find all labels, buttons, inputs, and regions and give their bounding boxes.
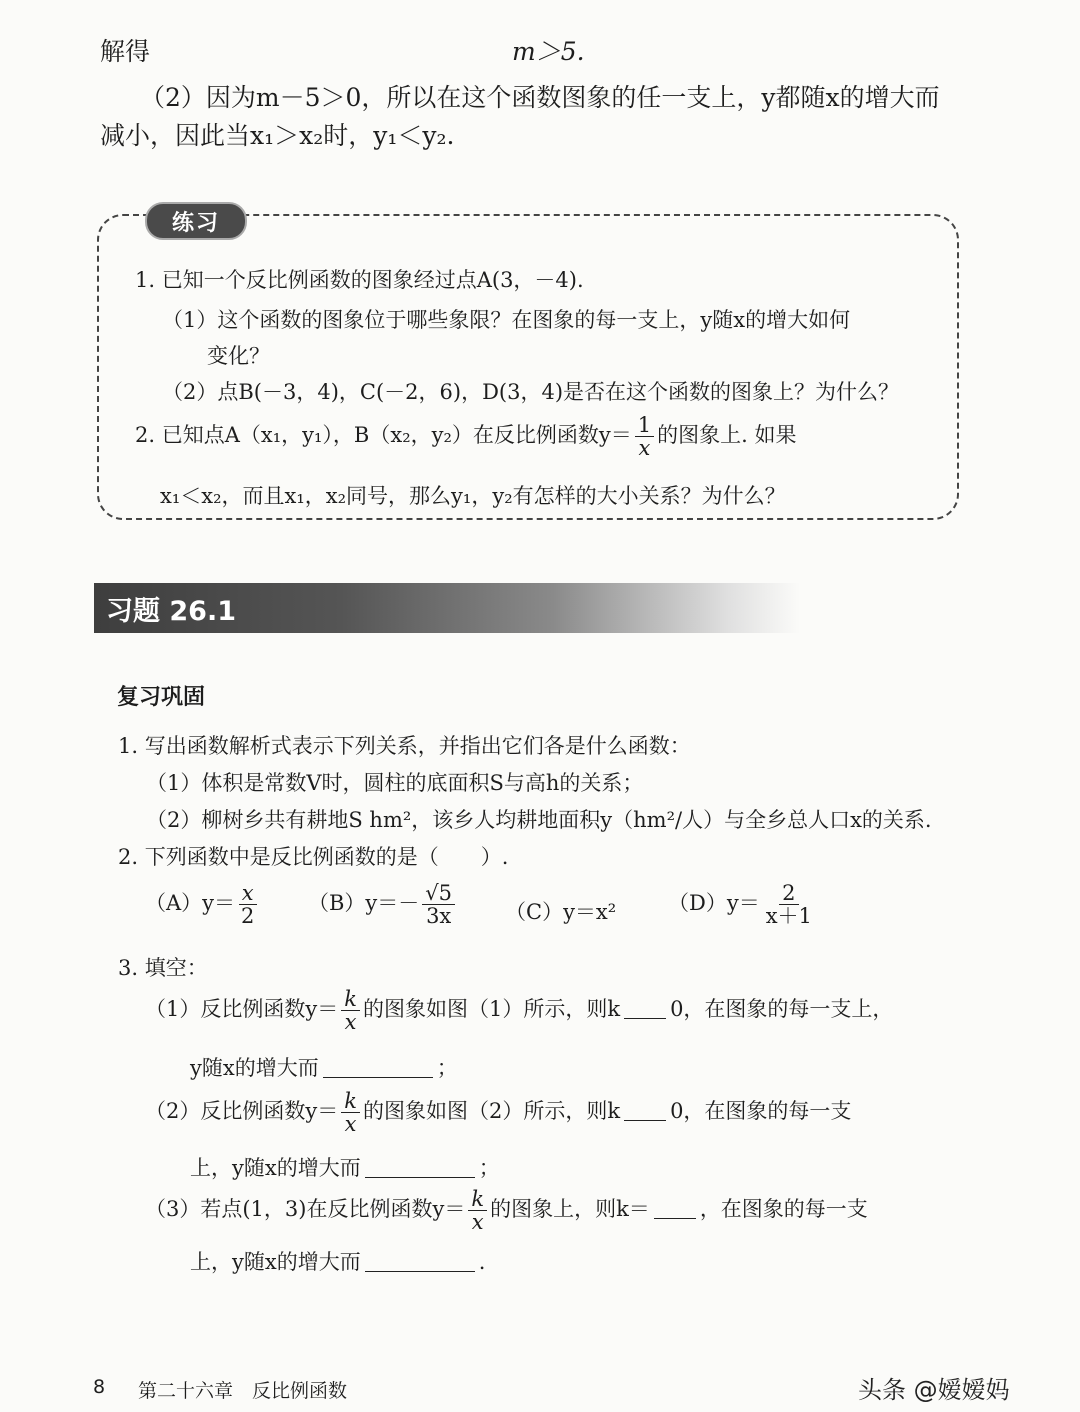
practice-q2-fraction: $\frac{1}{x}$ [635, 414, 654, 459]
exercise-banner [94, 583, 800, 633]
option-b-fraction: $\frac{√5}{3x}$ [422, 882, 455, 927]
exercise-q3: 3. 填空： [118, 956, 208, 980]
option-a-fraction: $\frac{x}{2}$ [238, 882, 257, 927]
answer-blank[interactable] [365, 1156, 475, 1178]
practice-tag: 练习 [145, 202, 247, 240]
exercise-q3-part2-line1: （2）反比例函数y＝ $\frac{k}{x}$ 的图象如图（2）所示，则k 0，在图象的每一支 [145, 1089, 852, 1137]
chapter-title: 第二十六章 反比例函数 [138, 1380, 348, 1402]
exercise-banner-title: 习题 26.1 [106, 596, 237, 627]
practice-q1-part1-line2: 变化？ [207, 344, 270, 368]
exercise-q3-part2-line2: 上，y随x的增大而 ； [190, 1156, 500, 1180]
exercise-q1: 1. 写出函数解析式表示下列关系，并指出它们各是什么函数： [118, 734, 691, 758]
option-d-fraction: $\frac{2}{x+1}$ [765, 881, 812, 929]
practice-q2-prefix: 2. 已知点A（x₁，y₁），B（x₂，y₂）在反比例函数y＝ [135, 423, 632, 448]
solution-part2-line2: 减小，因此当x₁＞x₂时，y₁＜y₂. [100, 121, 455, 150]
solution-part2-line1: （2）因为m－5＞0，所以在这个函数图象的任一支上，y都随x的增大而 [140, 83, 940, 112]
exercise-q3-part3-line1: （3）若点(1，3)在反比例函数y＝ $\frac{k}{x}$ 的图象上，则k＝ ，在图象的每一支 [145, 1187, 868, 1235]
option-a: （A）y＝ $\frac{x}{2}$ [145, 882, 260, 927]
watermark: 头条 @嫒嫒妈 [858, 1376, 1010, 1404]
option-d: （D）y＝ $\frac{2}{x+1}$ [668, 882, 818, 927]
answer-blank[interactable] [654, 1197, 696, 1219]
practice-q2-line1 [135, 414, 797, 459]
answer-blank[interactable] [624, 997, 666, 1019]
q3-part3-fraction: $\frac{k}{x}$ [468, 1188, 487, 1233]
answer-blank[interactable] [365, 1250, 475, 1272]
practice-q2-line2: x₁＜x₂，而且x₁，x₂同号，那么y₁，y₂有怎样的大小关系？为什么？ [160, 484, 786, 508]
answer-blank[interactable] [323, 1056, 433, 1078]
practice-q1: 1. 已知一个反比例函数的图象经过点A(3，－4). [135, 268, 584, 292]
answer-blank[interactable] [624, 1099, 666, 1121]
option-c: （C）y＝x² [505, 900, 617, 924]
exercise-q1-part2: （2）柳树乡共有耕地S hm²，该乡人均耕地面积y（hm²/人）与全乡总人口x的关系. [146, 808, 932, 832]
practice-q1-part1-line1: （1）这个函数的图象位于哪些象限？在图象的每一支上，y随x的增大如何 [162, 308, 851, 332]
exercise-q3-part1-line1: （1）反比例函数y＝ $\frac{k}{x}$ 的图象如图（1）所示，则k 0，在图象的每一支上， [145, 987, 894, 1035]
section-heading: 复习巩固 [117, 685, 206, 710]
solve-label: 解得 [100, 37, 151, 66]
q3-part2-fraction: $\frac{k}{x}$ [341, 1090, 360, 1135]
practice-q2-suffix: 的图象上. 如果 [657, 423, 797, 448]
exercise-q3-part3-line2: 上，y随x的增大而 . [190, 1250, 486, 1274]
q3-part1-fraction: $\frac{k}{x}$ [341, 988, 360, 1033]
solve-result: m＞5. [512, 37, 585, 66]
exercise-q3-part1-line2: y随x的增大而 ； [190, 1056, 458, 1080]
option-b: （B）y＝－ $\frac{√5}{3x}$ [308, 882, 458, 927]
exercise-q2: 2. 下列函数中是反比例函数的是（ ）. [118, 845, 509, 869]
exercise-q1-part1: （1）体积是常数V时，圆柱的底面积S与高h的关系； [146, 771, 644, 795]
practice-q1-part2: （2）点B(－3，4)，C(－2，6)，D(3，4)是否在这个函数的图象上？为什么？ [162, 380, 900, 404]
page-number: 8 [93, 1376, 106, 1398]
